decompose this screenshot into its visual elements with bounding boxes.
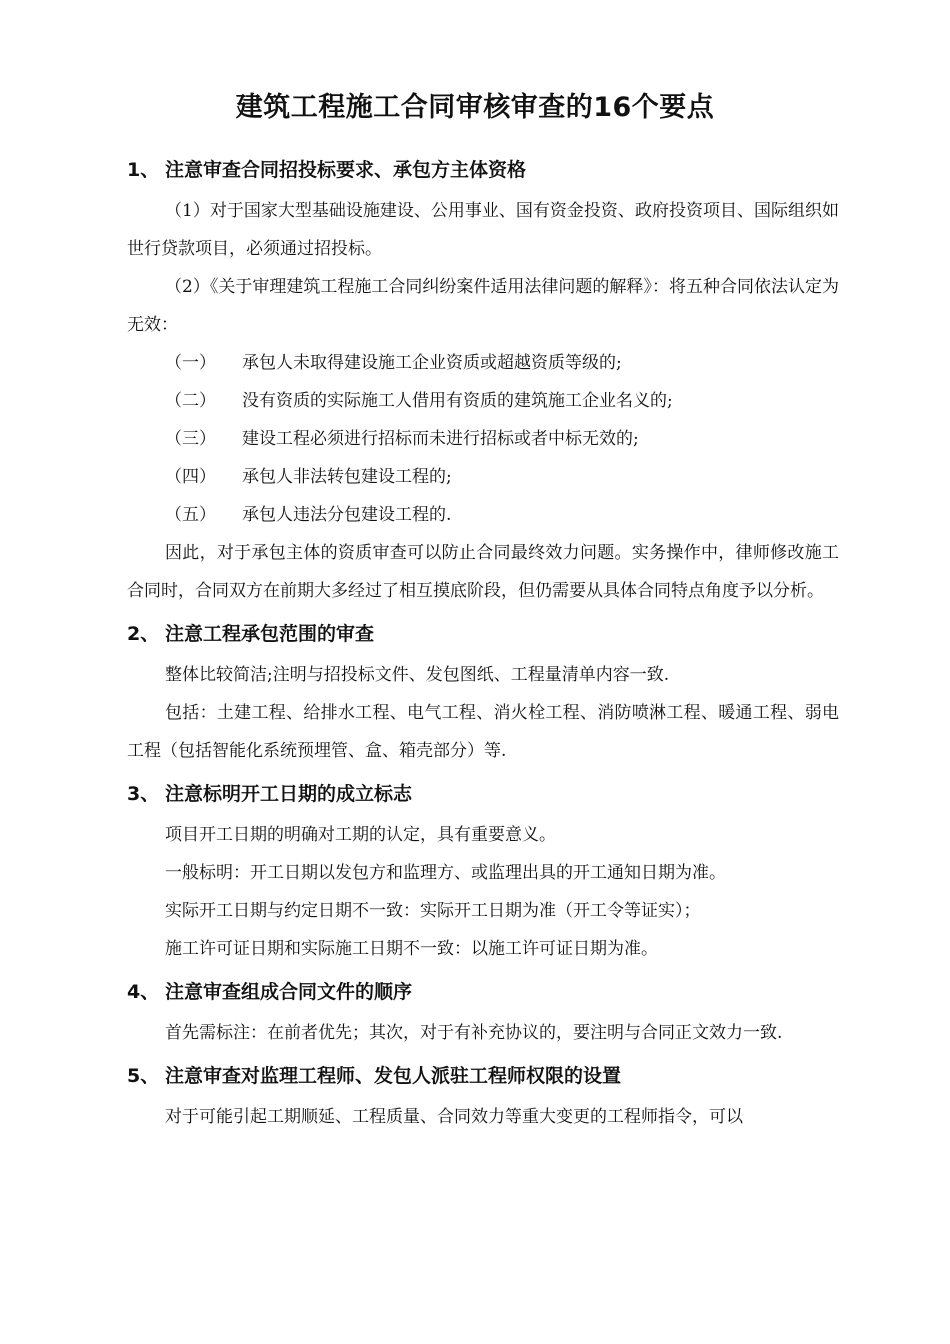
section-number: 1、 bbox=[127, 159, 160, 181]
section-3 bbox=[127, 774, 839, 968]
paragraph: 因此，对于承包主体的资质审查可以防止合同最终效力问题。实务操作中，律师修改施工合同时，合同双方在前期大多经过了相互摸底阶段，但仍需要从具体合同特点角度予以分析。 bbox=[127, 543, 839, 601]
section-title: 注意审查对监理工程师、发包人派驻工程师权限的设置 bbox=[165, 1065, 622, 1087]
list-text: 承包人违法分包建设工程的. bbox=[242, 505, 452, 525]
paragraph: 实际开工日期与约定日期不一致：实际开工日期为准（开工令等证实）； bbox=[165, 901, 701, 921]
paragraph: （2）《关于审理建筑工程施工合同纠纷案件适用法律问题的解释》：将五种合同依法认定为无效： bbox=[127, 277, 839, 335]
section-title: 注意审查组成合同文件的顺序 bbox=[165, 981, 413, 1003]
list-item bbox=[127, 420, 839, 458]
list-marker: （三） bbox=[165, 429, 216, 449]
section-number: 5、 bbox=[127, 1065, 160, 1087]
list-marker: （四） bbox=[165, 467, 216, 487]
section-title: 注意工程承包范围的审查 bbox=[165, 623, 375, 645]
section-heading bbox=[127, 972, 839, 1012]
document-title: 建筑工程施工合同审核审查的16个要点 bbox=[235, 92, 715, 123]
section-number: 3、 bbox=[127, 783, 160, 805]
paragraph: 对于可能引起工期顺延、工程质量、合同效力等重大变更的工程师指令，可以 bbox=[165, 1107, 743, 1127]
list-marker: （一） bbox=[165, 353, 216, 373]
list-text: 承包人未取得建设施工企业资质或超越资质等级的; bbox=[242, 353, 622, 373]
section-heading bbox=[127, 1056, 839, 1096]
list-text: 承包人非法转包建设工程的; bbox=[242, 467, 452, 487]
paragraph: 一般标明：开工日期以发包方和监理方、或监理出具的开工通知日期为准。 bbox=[165, 863, 726, 883]
list-text: 没有资质的实际施工人借用有资质的建筑施工企业名义的; bbox=[242, 391, 673, 411]
section-heading bbox=[127, 774, 839, 814]
list-marker: （二） bbox=[165, 391, 216, 411]
section-heading bbox=[127, 150, 839, 190]
section-4 bbox=[127, 972, 839, 1052]
paragraph: 项目开工日期的明确对工期的认定，具有重要意义。 bbox=[165, 825, 556, 845]
list-item bbox=[127, 458, 839, 496]
list-item bbox=[127, 344, 839, 382]
section-5 bbox=[127, 1056, 839, 1136]
section-number: 4、 bbox=[127, 981, 160, 1003]
paragraph: （1）对于国家大型基础设施建设、公用事业、国有资金投资、政府投资项目、国际组织如世行贷款项目，必须通过招投标。 bbox=[127, 201, 839, 259]
paragraph: 包括：土建工程、给排水工程、电气工程、消火栓工程、消防喷淋工程、暖通工程、弱电工程（包括智能化系统预埋管、盒、箱壳部分）等. bbox=[127, 703, 839, 761]
list-text: 建设工程必须进行招标而未进行招标或者中标无效的; bbox=[242, 429, 639, 449]
section-1 bbox=[127, 150, 839, 610]
section-number: 2、 bbox=[127, 623, 160, 645]
document-body bbox=[127, 150, 839, 1136]
list-item bbox=[127, 496, 839, 534]
list-marker: （五） bbox=[165, 505, 216, 525]
paragraph: 首先需标注：在前者优先；其次，对于有补充协议的，要注明与合同正文效力一致. bbox=[165, 1023, 783, 1043]
section-title: 注意标明开工日期的成立标志 bbox=[165, 783, 413, 805]
section-heading bbox=[127, 614, 839, 654]
paragraph: 施工许可证日期和实际施工日期不一致：以施工许可证日期为准。 bbox=[165, 939, 658, 959]
list-item bbox=[127, 382, 839, 420]
section-2 bbox=[127, 614, 839, 770]
paragraph: 整体比较简洁;注明与招投标文件、发包图纸、工程量清单内容一致. bbox=[165, 665, 670, 685]
section-title: 注意审查合同招投标要求、承包方主体资格 bbox=[165, 159, 527, 181]
